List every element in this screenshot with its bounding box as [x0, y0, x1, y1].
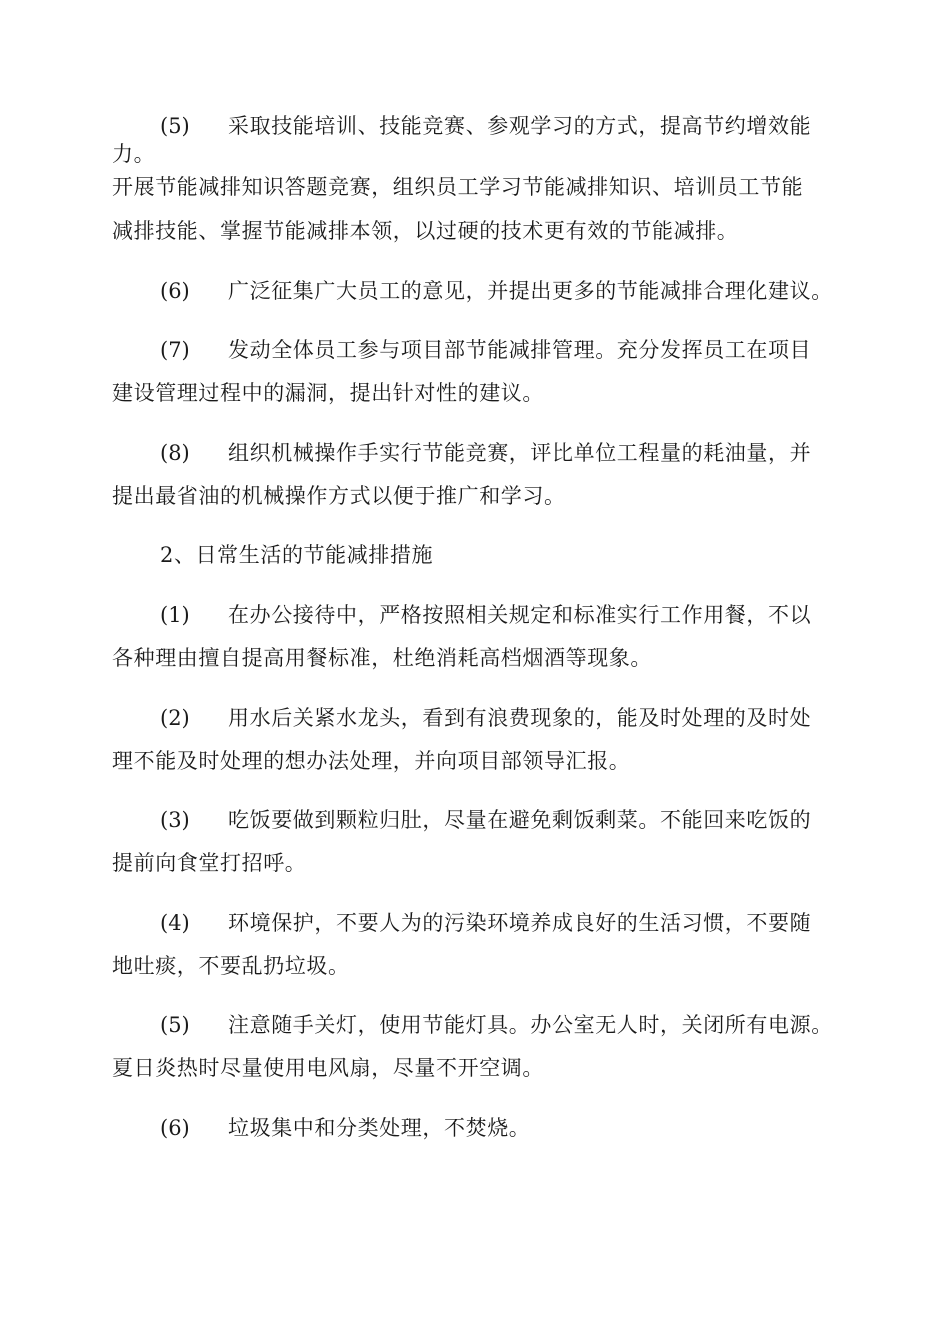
item-number: (4): [160, 911, 190, 935]
item-text-continuation: 理不能及时处理的想办法处理，并向项目部领导汇报。: [112, 749, 631, 773]
item-text: 垃圾集中和分类处理，不焚烧。: [228, 1116, 531, 1140]
item-text-continuation: 减排技能、掌握节能减排本领，以过硬的技术更有效的节能减排。: [112, 219, 739, 243]
item-number: (8): [160, 441, 190, 465]
item-number: (3): [160, 808, 190, 832]
item-number: (5): [160, 114, 190, 138]
item-number: (6): [160, 1116, 190, 1140]
item-text: 组织机械操作手实行节能竞赛，评比单位工程量的耗油量，并: [228, 441, 812, 465]
item-text-continuation: 提前向食堂打招呼。: [112, 851, 307, 875]
item-text-continuation: 力。: [112, 142, 156, 166]
item-text: 环境保护，不要人为的污染环境养成良好的生活习惯，不要随: [228, 911, 812, 935]
item-text: 广泛征集广大员工的意见，并提出更多的节能减排合理化建议。: [228, 279, 833, 303]
item-text-continuation: 建设管理过程中的漏洞，提出针对性的建议。: [112, 381, 544, 405]
section-heading: 2、日常生活的节能减排措施: [160, 543, 434, 567]
item-text-continuation: 地吐痰，不要乱扔垃圾。: [112, 954, 350, 978]
item-text: 吃饭要做到颗粒归肚，尽量在避免剩饭剩菜。不能回来吃饭的: [228, 808, 812, 832]
item-text: 在办公接待中，严格按照相关规定和标准实行工作用餐，不以: [228, 603, 812, 627]
item-text-continuation: 提出最省油的机械操作方式以便于推广和学习。: [112, 484, 566, 508]
item-text-continuation: 夏日炎热时尽量使用电风扇，尽量不开空调。: [112, 1056, 544, 1080]
item-text-continuation: 各种理由擅自提高用餐标准，杜绝消耗高档烟酒等现象。: [112, 646, 652, 670]
item-number: (2): [160, 706, 190, 730]
item-text: 采取技能培训、技能竞赛、参观学习的方式，提高节约增效能: [228, 114, 812, 138]
item-number: (6): [160, 279, 190, 303]
item-number: (7): [160, 338, 190, 362]
item-number: (1): [160, 603, 190, 627]
item-text: 发动全体员工参与项目部节能减排管理。充分发挥员工在项目: [228, 338, 812, 362]
item-number: (5): [160, 1013, 190, 1037]
item-text: 注意随手关灯，使用节能灯具。办公室无人时，关闭所有电源。: [228, 1013, 833, 1037]
item-text-continuation: 开展节能减排知识答题竞赛，组织员工学习节能减排知识、培训员工节能: [112, 175, 804, 199]
item-text: 用水后关紧水龙头，看到有浪费现象的，能及时处理的及时处: [228, 706, 812, 730]
